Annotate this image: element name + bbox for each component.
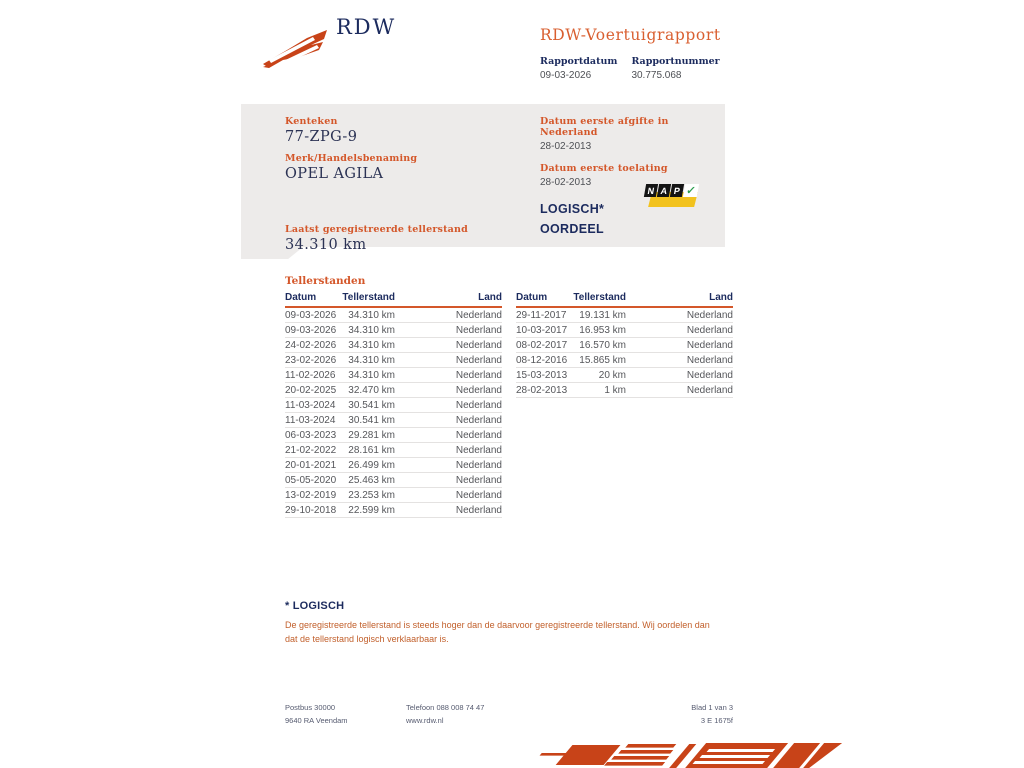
row-tellerstand: 26.499 km [348,459,395,471]
table-row [285,398,502,413]
table-row [285,428,502,443]
table-row [516,368,733,383]
column-header-land: Land [709,292,733,303]
row-tellerstand: 19.131 km [579,309,626,321]
merk-label: Merk/Handelsbenaming [285,153,418,164]
oordeel-line1: LOGISCH* [540,202,605,216]
row-datum: 11-03-2024 [285,414,336,426]
table-row [516,383,733,398]
table-row [285,473,502,488]
row-tellerstand: 23.253 km [348,489,395,501]
footer-postbus: Postbus 30000 [285,703,336,712]
row-datum: 20-01-2021 [285,459,337,471]
footnote-title: * LOGISCH [285,600,345,612]
rdw-logo-text: RDW [336,15,397,39]
merk-value: OPEL AGILA [285,166,384,182]
tellerstanden-table-right [516,292,733,518]
row-datum: 24-02-2026 [285,339,337,351]
row-tellerstand: 30.541 km [348,414,395,426]
rapportdatum-block [540,56,617,81]
row-land: Nederland [686,339,733,351]
row-tellerstand: 28.161 km [348,444,395,456]
table-row [285,458,502,473]
row-datum: 21-02-2022 [285,444,337,456]
row-datum: 28-02-2013 [516,384,568,396]
nap-logo [645,184,701,210]
rapportdatum-label: Rapportdatum [540,56,618,67]
datum-eerste-afgifte-value: 28-02-2013 [540,141,592,152]
table-row [285,413,502,428]
row-land: Nederland [686,324,733,336]
footer-page-indicator: Blad 1 van 3 [691,703,733,712]
row-land: Nederland [455,384,502,396]
row-land: Nederland [686,369,733,381]
table-row [285,338,502,353]
row-land: Nederland [686,384,733,396]
table-row [285,308,502,323]
row-land: Nederland [455,459,502,471]
page-footer [285,701,733,725]
footer-phone: Telefoon 088 008 74 47 [406,703,485,712]
row-land: Nederland [455,354,502,366]
vehicle-panel-left-column [285,116,468,261]
table-row [285,323,502,338]
table-row [516,308,733,323]
row-tellerstand: 32.470 km [348,384,395,396]
row-land: Nederland [455,504,502,516]
tellerstanden-table-left [285,292,502,518]
column-header-datum: Datum [516,292,548,303]
row-tellerstand: 15.865 km [579,354,626,366]
row-tellerstand: 34.310 km [348,369,395,381]
row-tellerstand: 34.310 km [348,354,395,366]
column-header-tellerstand: Tellerstand [342,292,395,303]
table-row [516,353,733,368]
row-datum: 15-03-2013 [516,369,568,381]
row-land: Nederland [455,399,502,411]
table-row [285,488,502,503]
logisch-footnote [285,600,725,646]
nap-letter-boxes [645,184,698,197]
row-tellerstand: 29.281 km [348,429,395,441]
row-datum: 11-03-2024 [285,399,336,411]
report-meta [540,56,720,81]
footer-contact [406,701,484,727]
table-row [285,353,502,368]
row-tellerstand: 34.310 km [348,339,395,351]
row-tellerstand: 22.599 km [348,504,395,516]
column-header-land: Land [478,292,502,303]
table-row [285,443,502,458]
tellerstanden-section [285,275,733,518]
row-tellerstand: 34.310 km [348,324,395,336]
row-datum: 23-02-2026 [285,354,337,366]
page-title: RDW-Voertuigrapport [540,26,721,44]
datum-eerste-toelating-value: 28-02-2013 [540,177,592,188]
rapportnummer-block [631,56,719,81]
nap-letter-a: A [657,184,671,197]
row-datum: 08-02-2017 [516,339,568,351]
tellerstanden-title: Tellerstanden [285,275,366,287]
row-land: Nederland [455,429,502,441]
rapportnummer-label: Rapportnummer [631,56,720,67]
table-row [285,383,502,398]
row-land: Nederland [455,489,502,501]
row-land: Nederland [686,354,733,366]
row-land: Nederland [455,444,502,456]
vehicle-panel-right-column [540,116,725,239]
rapportdatum-value: 09-03-2026 [540,70,592,81]
kenteken-value: 77-ZPG-9 [285,129,358,145]
row-datum: 29-11-2017 [516,309,567,321]
oordeel-line2: OORDEEL [540,222,604,236]
row-datum: 10-03-2017 [516,324,568,336]
row-land: Nederland [455,309,502,321]
vehicle-summary-panel [241,104,725,253]
laatste-tellerstand-label: Laatst geregistreerde tellerstand [285,224,468,235]
footer-page-info [691,701,733,727]
row-tellerstand: 16.570 km [579,339,626,351]
nap-letter-p: P [670,184,684,197]
datum-eerste-afgifte-label: Datum eerste afgifte in Nederland [540,116,669,138]
row-tellerstand: 1 km [604,384,626,396]
table-row [285,503,502,518]
laatste-tellerstand-value: 34.310 km [285,237,367,253]
row-datum: 13-02-2019 [285,489,337,501]
nap-letter-n: N [644,184,658,197]
footer-city: 9640 RA Veendam [285,716,348,725]
kenteken-label: Kenteken [285,116,338,127]
footnote-body: De geregistreerde tellerstand is steeds hoger dan de daarvoor geregistreerde tellerstand. Wij oordelen dan dat de tellerstand logisch verklaarbaar is. [285,620,710,644]
footer-doc-code: 3 E 1675f [700,716,733,725]
row-tellerstand: 30.541 km [348,399,395,411]
rdw-artwork-icon [460,736,860,768]
row-tellerstand: 25.463 km [348,474,395,486]
row-datum: 20-02-2025 [285,384,337,396]
row-tellerstand: 34.310 km [348,309,395,321]
footer-website-link[interactable]: www.rdw.nl [406,716,444,725]
row-datum: 29-10-2018 [285,504,337,516]
row-land: Nederland [455,474,502,486]
row-tellerstand: 20 km [598,369,626,381]
table-header-row [285,292,502,308]
datum-eerste-toelating-label: Datum eerste toelating [540,163,668,174]
rdw-wing-icon [261,26,331,68]
row-datum: 11-02-2026 [285,369,336,381]
row-datum: 05-05-2020 [285,474,337,486]
row-datum: 09-03-2026 [285,324,337,336]
row-land: Nederland [455,324,502,336]
row-land: Nederland [455,339,502,351]
column-header-tellerstand: Tellerstand [573,292,626,303]
row-datum: 09-03-2026 [285,309,337,321]
footer-address [285,701,348,727]
row-datum: 06-03-2023 [285,429,337,441]
nap-check-icon: ✓ [683,184,699,197]
row-tellerstand: 16.953 km [579,324,626,336]
row-land: Nederland [686,309,733,321]
rapportnummer-value: 30.775.068 [631,70,682,81]
table-row [285,368,502,383]
row-land: Nederland [455,369,502,381]
row-datum: 08-12-2016 [516,354,568,366]
row-land: Nederland [455,414,502,426]
table-row [516,338,733,353]
column-header-datum: Datum [285,292,317,303]
table-row [516,323,733,338]
table-header-row [516,292,733,308]
